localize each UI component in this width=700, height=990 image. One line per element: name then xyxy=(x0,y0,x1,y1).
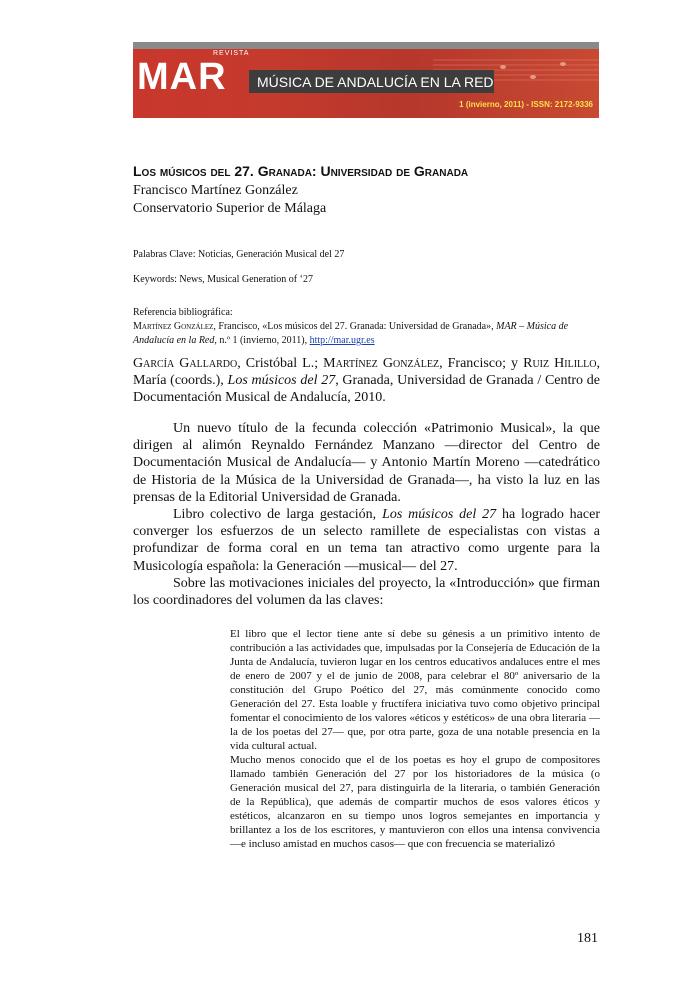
body-paragraph-2-book: Los músicos del 27 xyxy=(382,507,497,523)
body-paragraph-3: Sobre las motivaciones iniciales del proyecto, la «Introducción» que firman los coordinadores del volumen da las claves: xyxy=(133,575,600,609)
bibliographic-reference xyxy=(133,306,600,348)
author-affiliation: Conservatorio Superior de Málaga xyxy=(133,201,327,216)
banner-revista-label: REVISTA xyxy=(213,50,250,57)
citation-author-2: Martínez González xyxy=(323,356,440,371)
reference-text-1: , Francisco, «Los músicos del 27. Granada: Universidad de Granada», xyxy=(213,321,494,332)
reference-url-link[interactable]: http://mar.ugr.es xyxy=(309,335,375,346)
author-name: Francisco Martínez González xyxy=(133,183,298,198)
citation-author-1: García Gallardo xyxy=(133,356,238,371)
block-quote xyxy=(230,627,600,851)
body-paragraph-2-start: Libro colectivo de larga gestación, xyxy=(173,507,383,523)
book-citation xyxy=(133,355,600,406)
citation-text-1: , Cristóbal L.; xyxy=(237,356,324,371)
reference-author: Martínez González xyxy=(133,321,214,332)
author-block xyxy=(133,182,600,218)
citation-text-2: , Francisco; y xyxy=(439,356,524,371)
body-paragraph-2 xyxy=(133,506,600,575)
citation-text-3: , María (coords.), xyxy=(133,356,600,388)
article-body xyxy=(133,420,600,609)
reference-text-2: , n.º 1 (invierno, 2011), xyxy=(214,335,310,346)
journal-banner xyxy=(133,42,599,118)
body-paragraph-1: Un nuevo título de la fecunda colección «Patrimonio Musical», la que dirigen al alimón Reynaldo Fernández Manzano —director del Centro de Documentación Musical de Andalucía— y Antonio Martín Moreno —catedrático de Historia de la Música de la Universidad de Granada—, ha visto la luz en las prensas de la Editorial Universidad de Granada. xyxy=(133,421,600,505)
keywords-es: Palabras Clave: Noticias, Generación Musical del 27 xyxy=(133,249,345,260)
article-title xyxy=(133,163,600,179)
reference-body xyxy=(133,320,600,348)
keywords-en: Keywords: News, Musical Generation of ‘27 xyxy=(133,274,313,285)
citation-text-4: , Granada, Universidad de Granada / Centro de Documentación Musical de Andalucía, 2010. xyxy=(133,373,601,405)
banner-subtitle-strip xyxy=(249,70,494,93)
banner-issue: 1 (invierno, 2011) - ISSN: 2172-9336 xyxy=(459,100,593,109)
banner-subtitle: MÚSICA DE ANDALUCÍA EN LA RED xyxy=(257,73,494,90)
citation-author-3: Ruiz Hilillo xyxy=(523,356,597,371)
reference-label: Referencia bibliográfica: xyxy=(133,307,233,318)
reference-journal: MAR – Música de Andalucía en la Red xyxy=(133,321,569,346)
quote-paragraph-2: Mucho menos conocido que el de los poetas es hoy el grupo de compositores llamado también Generación del 27 por los historiadores de la música (o Generación musical del 27, para distinguirla de la literaria, o también Generación de la República), que además de compartir muchos de esos valores éticos y estéticos, alcanzaron en su tiempo unos logros semejantes en importancia y brillantez a los de los escritores, y mantuvieron con ellos una intensa convivencia —e incluso amistad en muchos casos— que con frecuencia se materializó xyxy=(230,754,600,850)
body-paragraph-2-end: ha logrado hacer converger los esfuerzos de un selecto ramillete de especialistas con vistas a profundizar de forma coral en un tema tan atractivo como urgente para la Musicología española: la Generación —musical— del 27. xyxy=(133,507,600,574)
citation-book-title: Los músicos del 27 xyxy=(227,373,336,388)
banner-logo-text: MAR xyxy=(137,56,227,98)
quote-paragraph-1: El libro que el lector tiene ante sí debe su génesis a un primitivo intento de contribución a las actividades que, impulsadas por la Consejería de Educación de la Junta de Andalucía, tuvieron lugar en los centros educativos andaluces entre el mes de enero de 2007 y el de junio de 2008, para celebrar el 80º aniversario de la constitución del Grupo Poético del 27, más comúnmente conocido como Generación del 27. Esta loable y fructífera iniciativa tuvo como objetivo principal fomentar el conocimiento de los valores «éticos y estéticos» de una obra literaria —la de los poetas del 27— que, por otra parte, goza de una notable presencia en la vida cultural actual. xyxy=(230,628,600,752)
article-title-text: Los músicos del 27. Granada: Universidad de Granada xyxy=(133,163,469,179)
page-number: 181 xyxy=(577,931,598,946)
